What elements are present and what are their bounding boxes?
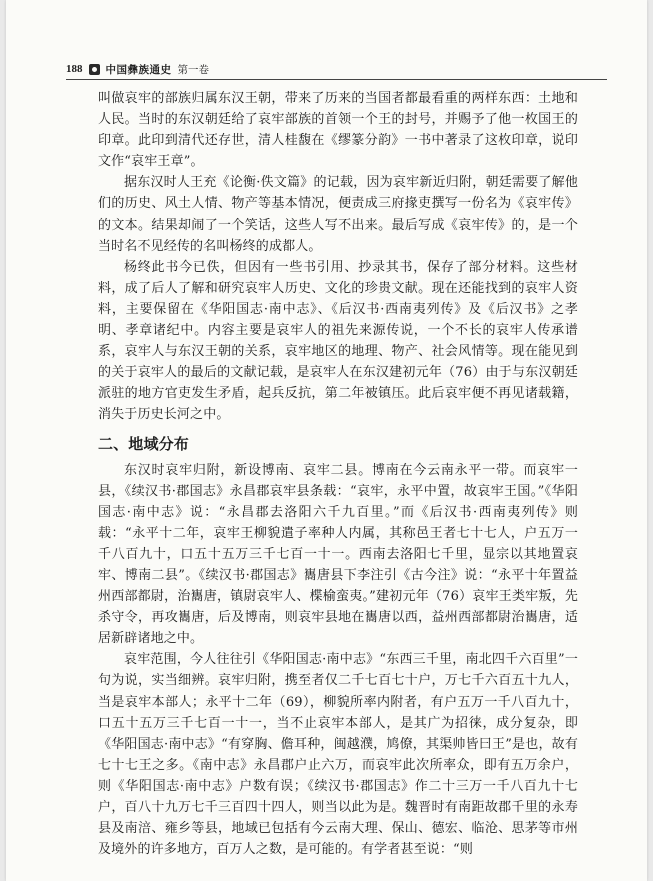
volume-label: 第一卷 <box>177 63 209 76</box>
running-header <box>66 58 606 80</box>
book-logo-icon <box>89 64 100 75</box>
header-rule <box>66 79 607 80</box>
section-heading: 二、地域分布 <box>98 434 189 453</box>
book-page <box>6 0 647 881</box>
book-title: 中国彝族通史 <box>105 63 172 76</box>
paragraph: 东汉时哀牢归附，新设博南、哀牢二县。博南在今云南永平一带。而哀牢一县，《续汉书·郡国志》永昌郡哀牢县条载：“哀牢，永平中置，故哀牢王国。”《华阳国志·南中志》说：“永昌郡去洛阳六千九百里。”而《后汉书·西南夷列传》则载：“永平十二年，哀牢王柳貌遣子率种人内属，其称邑王者七十七人，户五万一千八百九十，口五十五万三千七百一十一。西南去洛阳七千里，显宗以其地置哀牢、博南二县”。《续汉书·郡国志》巂唐县下李注引《古今注》说：“永平十年置益州西部都尉，治巂唐，镇尉哀牢人、楪榆蛮夷。”建初元年（76）哀牢王类牢叛，先杀守令，再攻巂唐，后及博南，则哀牢县地在巂唐以西，益州西部都尉治巂唐，适居新辟诸地之中。 <box>98 462 578 647</box>
paragraph: 哀牢范围，今人往往引《华阳国志·南中志》“东西三千里，南北四千六百里”一句为说，实当细辨。哀牢归附，携至者仅二千七百七十户，万七千六百五十九人，当是哀牢本部人；永平十二年（69），柳貌所率内附者，有户五万一千八百九十，口五十五万三千七百一十一，当不止哀牢本部人，是其广为招徕，成分复杂，即《华阳国志·南中志》“有穿胸、儋耳种，闽越濮，鸠僚，其渠帅皆曰王”是也，故有七十七王之多。《南中志》永昌郡户止六万，而哀牢此次所率众，即有五万余户，则《华阳国志·南中志》户数有误；《续汉书·郡国志》作二十三万一千八百九十七户，百八十九万七千三百四十四人，则当以此为是。魏晋时有南距故郡千里的永寿县及南涪、雍乡等县，地域已包括有今云南大理、保山、德宏、临沧、思茅等市州及境外的许多地方，百万人之数，是可能的。有学者甚至说：“则 <box>98 652 578 858</box>
paragraph: 据东汉时人王充《论衡·佚文篇》的记载，因为哀牢新近归附，朝廷需要了解他们的历史、风土人情、物产等基本情况，便责成三府掾吏撰写一份名为《哀牢传》的文本。结果却闹了一个笑话，这些人写不出来。最后写成《哀牢传》的，是一个当时名不见经传的名叫杨终的成都人。 <box>98 175 578 254</box>
main-text <box>98 88 578 860</box>
paragraph: 叫做哀牢的部族归属东汉王朝，带来了历来的当国者都最看重的两样东西：土地和人民。当时的东汉朝廷给了哀牢部族的首领一个王的封号，并赐予了他一枚国王的印章。此印到清代还存世，清人桂馥在《缪篆分韵》一书中著录了这枚印章，说印文作“哀牢王章”。 <box>98 91 578 170</box>
paragraph: 杨终此书今已佚，但因有一些书引用、抄录其书，保存了部分材料。这些材料，成了后人了解和研究哀牢人历史、文化的珍贵文献。现在还能找到的哀牢人资料，主要保留在《华阳国志·南中志》、《后汉书·西南夷列传》及《后汉书》之孝明、孝章诸纪中。内容主要是哀牢人的祖先来源传说，一个不长的哀牢人传承谱系，哀牢人与东汉王朝的关系，哀牢地区的地理、物产、社会风情等。现在能见到的关于哀牢人的最后的文献记载，是哀牢人在东汉建初元年（76）由于与东汉朝廷派驻的地方官吏发生矛盾，起兵反抗，第二年被镇压。此后哀牢便不再见诸载籍，消失于历史长河之中。 <box>98 259 578 423</box>
page-number: 188 <box>66 63 83 75</box>
